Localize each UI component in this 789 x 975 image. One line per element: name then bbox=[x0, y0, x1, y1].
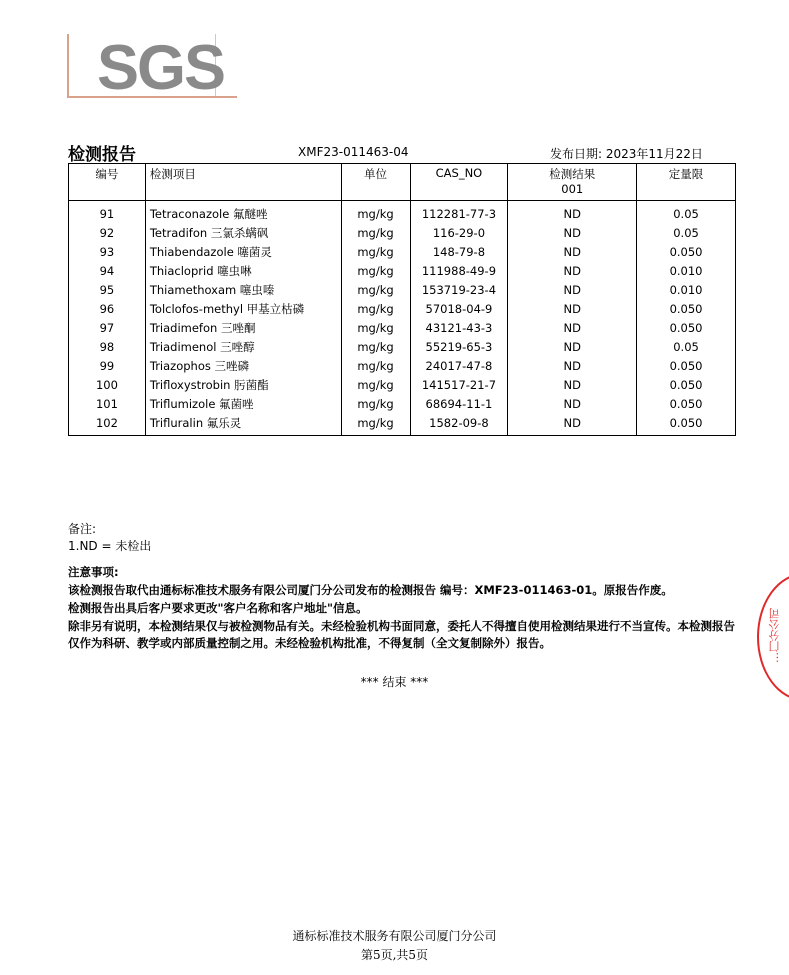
cell-no: 92 bbox=[69, 223, 146, 242]
cell-no: 101 bbox=[69, 394, 146, 413]
cell-item: Thiabendazole 噻菌灵 bbox=[145, 242, 341, 261]
cell-no: 98 bbox=[69, 337, 146, 356]
cell-unit: mg/kg bbox=[341, 356, 410, 375]
cell-result: ND bbox=[508, 413, 637, 436]
table-row bbox=[69, 318, 736, 337]
cell-no: 96 bbox=[69, 299, 146, 318]
cell-cas: 1582-09-8 bbox=[410, 413, 508, 436]
header-no: 编号 bbox=[69, 164, 146, 201]
cell-item: Tetraconazole 氟醚唑 bbox=[145, 201, 341, 224]
table-row bbox=[69, 280, 736, 299]
cell-result: ND bbox=[508, 280, 637, 299]
cell-unit: mg/kg bbox=[341, 375, 410, 394]
table-row bbox=[69, 223, 736, 242]
attention-section bbox=[68, 564, 736, 652]
table-row bbox=[69, 394, 736, 413]
sgs-logo bbox=[67, 34, 239, 104]
header-loq: 定量限 bbox=[637, 164, 736, 201]
cell-unit: mg/kg bbox=[341, 261, 410, 280]
table-row bbox=[69, 375, 736, 394]
cell-result: ND bbox=[508, 337, 637, 356]
cell-item: Triadimenol 三唑醇 bbox=[145, 337, 341, 356]
cell-cas: 57018-04-9 bbox=[410, 299, 508, 318]
cell-loq: 0.05 bbox=[637, 201, 736, 224]
cell-result: ND bbox=[508, 394, 637, 413]
cell-item: Thiamethoxam 噻虫嗪 bbox=[145, 280, 341, 299]
cell-loq: 0.050 bbox=[637, 413, 736, 436]
cell-item: Trifluralin 氟乐灵 bbox=[145, 413, 341, 436]
cell-result: ND bbox=[508, 375, 637, 394]
cell-cas: 55219-65-3 bbox=[410, 337, 508, 356]
report-number: XMF23-011463-04 bbox=[298, 145, 409, 159]
report-title: 检测报告 bbox=[68, 145, 136, 165]
cell-item: Triazophos 三唑磷 bbox=[145, 356, 341, 375]
cell-no: 93 bbox=[69, 242, 146, 261]
header-result-sample: 001 bbox=[561, 182, 584, 196]
cell-unit: mg/kg bbox=[341, 242, 410, 261]
cell-loq: 0.050 bbox=[637, 242, 736, 261]
cell-result: ND bbox=[508, 356, 637, 375]
cell-item: Tolclofos-methyl 甲基立枯磷 bbox=[145, 299, 341, 318]
table-row bbox=[69, 413, 736, 436]
cell-unit: mg/kg bbox=[341, 413, 410, 436]
cell-no: 94 bbox=[69, 261, 146, 280]
cell-loq: 0.05 bbox=[637, 337, 736, 356]
end-marker: *** 结束 *** bbox=[360, 675, 429, 689]
cell-no: 97 bbox=[69, 318, 146, 337]
table-row bbox=[69, 242, 736, 261]
cell-result: ND bbox=[508, 223, 637, 242]
cell-item: Triadimefon 三唑酮 bbox=[145, 318, 341, 337]
table-row bbox=[69, 337, 736, 356]
cell-no: 91 bbox=[69, 201, 146, 224]
cell-unit: mg/kg bbox=[341, 394, 410, 413]
cell-loq: 0.050 bbox=[637, 375, 736, 394]
seal-text: …门分公司 bbox=[768, 608, 781, 663]
cell-cas: 141517-21-7 bbox=[410, 375, 508, 394]
cell-cas: 24017-47-8 bbox=[410, 356, 508, 375]
page-number: 第5页,共5页 bbox=[360, 948, 429, 962]
header-result-label: 检测结果 bbox=[549, 167, 596, 181]
results-body bbox=[69, 201, 736, 436]
issue-date: 发布日期: 2023年11月22日 bbox=[550, 147, 703, 161]
results-table bbox=[68, 163, 736, 436]
cell-unit: mg/kg bbox=[341, 201, 410, 224]
cell-item: Thiacloprid 噻虫啉 bbox=[145, 261, 341, 280]
cell-result: ND bbox=[508, 261, 637, 280]
attention-title: 注意事项: bbox=[68, 565, 119, 579]
cell-item: Tetradifon 三氯杀螨砜 bbox=[145, 223, 341, 242]
notes-item: 1.ND = 未检出 bbox=[68, 539, 152, 553]
cell-cas: 112281-77-3 bbox=[410, 201, 508, 224]
cell-cas: 68694-11-1 bbox=[410, 394, 508, 413]
cell-cas: 116-29-0 bbox=[410, 223, 508, 242]
cell-no: 102 bbox=[69, 413, 146, 436]
table-row bbox=[69, 299, 736, 318]
cell-result: ND bbox=[508, 242, 637, 261]
attention-paragraph: 除非另有说明，本检测结果仅与被检测物品有关。未经检验机构书面同意，委托人不得擅自使用检测结果进行不当宣传。本检测报告仅作为科研、教学或内部质量控制之用。未经检验机构批准，不得复制（全文复制除外）报告。 bbox=[68, 619, 735, 650]
cell-unit: mg/kg bbox=[341, 337, 410, 356]
cell-no: 95 bbox=[69, 280, 146, 299]
attention-paragraph: 该检测报告取代由通标标准技术服务有限公司厦门分公司发布的检测报告 编号：XMF23-011463-01。原报告作废。 bbox=[68, 583, 673, 597]
table-header-row bbox=[69, 164, 736, 201]
cell-loq: 0.050 bbox=[637, 356, 736, 375]
cell-cas: 111988-49-9 bbox=[410, 261, 508, 280]
header-item: 检测项目 bbox=[145, 164, 341, 201]
header-unit: 单位 bbox=[341, 164, 410, 201]
table-row bbox=[69, 356, 736, 375]
cell-loq: 0.050 bbox=[637, 394, 736, 413]
cell-loq: 0.050 bbox=[637, 299, 736, 318]
cell-loq: 0.050 bbox=[637, 318, 736, 337]
cell-item: Trifloxystrobin 肟菌酯 bbox=[145, 375, 341, 394]
table-row bbox=[69, 261, 736, 280]
sgs-logo-text: SGS bbox=[97, 33, 225, 103]
attention-paragraph: 检测报告出具后客户要求更改"客户名称和客户地址"信息。 bbox=[68, 601, 368, 615]
cell-result: ND bbox=[508, 299, 637, 318]
cell-cas: 148-79-8 bbox=[410, 242, 508, 261]
cell-loq: 0.05 bbox=[637, 223, 736, 242]
header-cas: CAS_NO bbox=[410, 164, 508, 201]
table-row bbox=[69, 201, 736, 224]
cell-result: ND bbox=[508, 201, 637, 224]
cell-loq: 0.010 bbox=[637, 261, 736, 280]
cell-cas: 153719-23-4 bbox=[410, 280, 508, 299]
cell-unit: mg/kg bbox=[341, 299, 410, 318]
cell-result: ND bbox=[508, 318, 637, 337]
cell-loq: 0.010 bbox=[637, 280, 736, 299]
cell-unit: mg/kg bbox=[341, 280, 410, 299]
cell-item: Triflumizole 氟菌唑 bbox=[145, 394, 341, 413]
cell-unit: mg/kg bbox=[341, 318, 410, 337]
cell-no: 100 bbox=[69, 375, 146, 394]
header-result bbox=[508, 164, 637, 201]
cell-no: 99 bbox=[69, 356, 146, 375]
footer-company: 通标标准技术服务有限公司厦门分公司 bbox=[292, 929, 497, 943]
notes-label: 备注: bbox=[68, 522, 97, 536]
cell-cas: 43121-43-3 bbox=[410, 318, 508, 337]
cell-unit: mg/kg bbox=[341, 223, 410, 242]
